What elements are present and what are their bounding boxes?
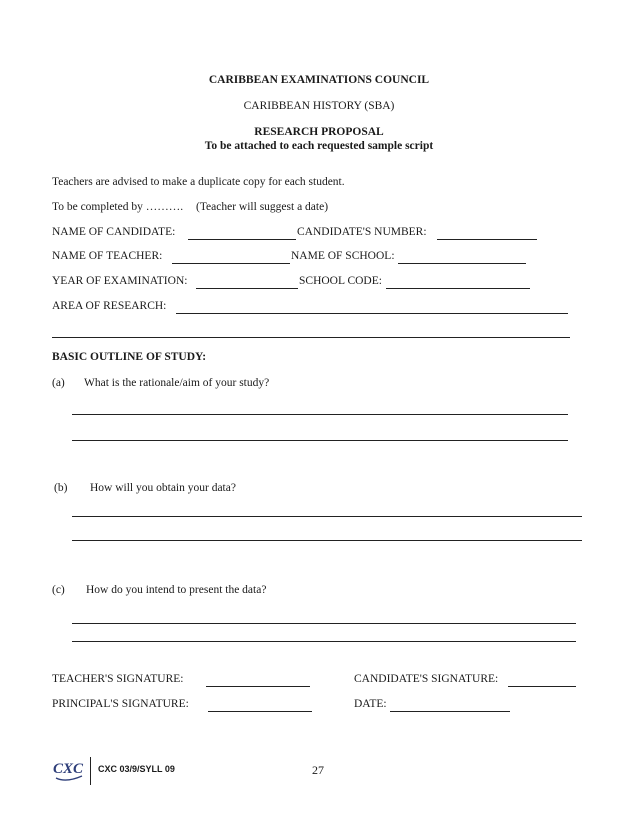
school-name-label: NAME OF SCHOOL: (291, 250, 395, 262)
outline-heading: BASIC OUTLINE OF STUDY: (52, 351, 207, 363)
answer-c-line-2[interactable] (72, 641, 576, 642)
question-b-text: How will you obtain your data? (90, 482, 236, 494)
form-title: RESEARCH PROPOSAL (254, 126, 384, 138)
teacher-signature-line[interactable] (206, 686, 310, 687)
question-c-text: How do you intend to present the data? (86, 584, 267, 596)
question-a-label: (a) (52, 377, 65, 389)
answer-b-line-2[interactable] (72, 540, 582, 541)
answer-a-line-2[interactable] (72, 440, 568, 441)
teacher-suggest-note: (Teacher will suggest a date) (196, 201, 329, 213)
candidate-name-label: NAME OF CANDIDATE: (52, 226, 176, 238)
date-label: DATE: (354, 698, 387, 710)
question-b-label: (b) (54, 482, 68, 494)
school-code-line[interactable] (386, 288, 530, 289)
answer-b-line-1[interactable] (72, 516, 582, 517)
question-a-text: What is the rationale/aim of your study? (84, 377, 270, 389)
cxc-logo-icon (52, 756, 86, 786)
council-title: CARIBBEAN EXAMINATIONS COUNCIL (208, 74, 430, 86)
logo-letters: CXC (53, 761, 84, 777)
complete-by-label: To be completed by ………. (52, 201, 184, 213)
subject-title: CARIBBEAN HISTORY (SBA) (243, 100, 395, 112)
candidate-number-label: CANDIDATE'S NUMBER: (297, 226, 427, 238)
principal-signature-label: PRINCIPAL'S SIGNATURE: (52, 698, 189, 710)
teacher-signature-label: TEACHER'S SIGNATURE: (52, 673, 184, 685)
principal-signature-line[interactable] (208, 711, 312, 712)
school-code-label: SCHOOL CODE: (299, 275, 382, 287)
research-area-line[interactable] (176, 313, 568, 314)
teacher-name-label: NAME OF TEACHER: (52, 250, 163, 262)
footer-separator (90, 757, 91, 785)
answer-a-line-1[interactable] (72, 414, 568, 415)
research-area-label: AREA OF RESEARCH: (52, 300, 167, 312)
form-instruction: To be attached to each requested sample script (204, 140, 434, 152)
question-c-label: (c) (52, 584, 65, 596)
research-area-line-2[interactable] (52, 337, 570, 338)
candidate-number-line[interactable] (437, 239, 537, 240)
candidate-signature-label: CANDIDATE'S SIGNATURE: (354, 673, 499, 685)
exam-year-label: YEAR OF EXAMINATION: (52, 275, 188, 287)
teacher-name-line[interactable] (172, 263, 290, 264)
duplicate-note: Teachers are advised to make a duplicate copy for each student. (52, 176, 345, 188)
footer-code: CXC 03/9/SYLL 09 (98, 764, 175, 774)
answer-c-line-1[interactable] (72, 623, 576, 624)
candidate-signature-line[interactable] (508, 686, 576, 687)
page-number: 27 (312, 763, 324, 777)
date-line[interactable] (390, 711, 510, 712)
exam-year-line[interactable] (196, 288, 298, 289)
school-name-line[interactable] (398, 263, 526, 264)
candidate-name-line[interactable] (188, 239, 296, 240)
